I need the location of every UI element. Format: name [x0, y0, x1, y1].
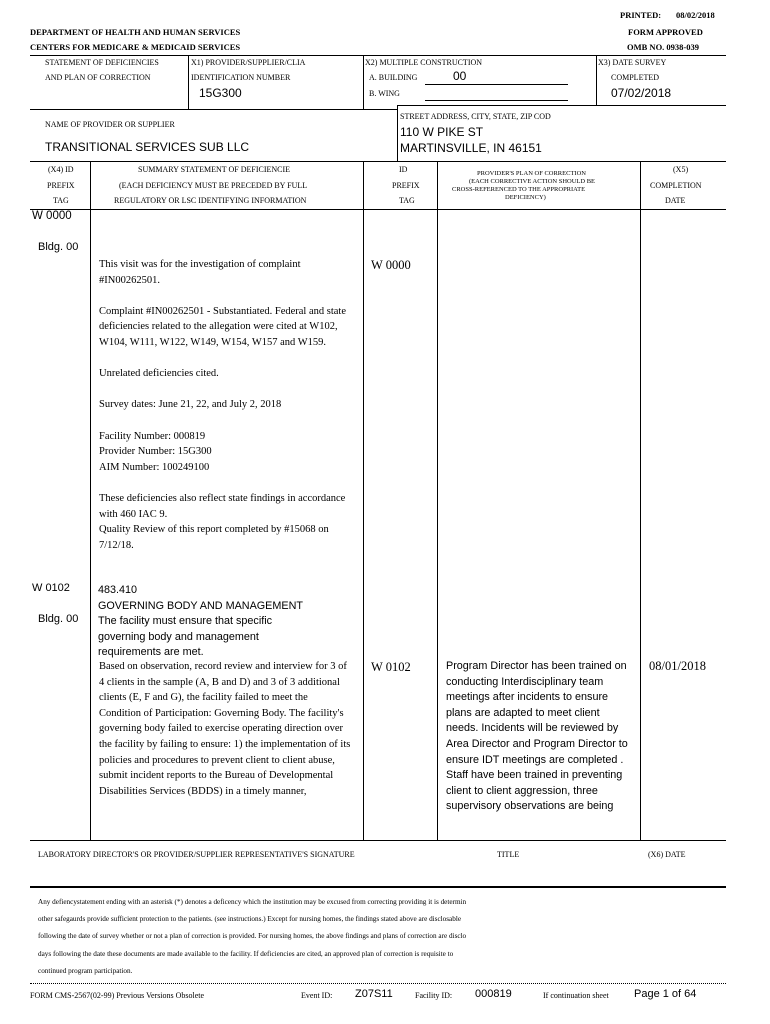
entry-bldg: Bldg. 00: [38, 613, 79, 625]
facility-id-label: Facility ID:: [415, 991, 453, 1000]
summary-paragraph: Unrelated deficiencies cited.: [99, 368, 219, 380]
event-id-label: Event ID:: [301, 991, 333, 1000]
provider-id: 15G300: [199, 86, 242, 100]
regulation-line: requirements are met.: [98, 646, 204, 659]
disclaimer-line: other safegaurds provide sufficient protection to the patients. (see instructions.) Except for nursing homes, the findings stated above are disclosable: [38, 915, 462, 924]
disclaimer-line: days following the date these documents are made available to the facility. If deficiencies are cited, an approved plan of correction is requisite to: [38, 949, 454, 958]
summary-paragraph: Survey dates: June 21, 22, and July 2, 2018: [99, 399, 282, 411]
disclaimer-line: continued program participation.: [38, 966, 133, 975]
x5-label: (X5): [673, 165, 689, 174]
facility-id: 000819: [475, 988, 512, 1000]
entry-tag: W 0000: [32, 210, 72, 222]
plan-of-correction: Program Director has been trained on conducting Interdisciplinary team meetings after incidents to ensure plans are adapted to meet client needs. Incidents will be reviewed by Area Director and Program Director to ensure IDT meetings are completed . Staff have been trained in preventing client to client aggression, three supervisory observations are being: [446, 660, 628, 813]
summary-label-3: REGULATORY OR LSC IDENTIFYING INFORMATION: [114, 196, 307, 205]
statement-label-2: AND PLAN OF CORRECTION: [45, 73, 151, 82]
disclaimer-line: following the date of survey whether or not a plan of correction is provided. For nursing homes, the above findings and plans of correction are disclo: [38, 932, 467, 941]
x6-date-label: (X6) DATE: [648, 850, 686, 859]
provider-name-label: NAME OF PROVIDER OR SUPPLIER: [45, 120, 175, 129]
signature-label: LABORATORY DIRECTOR'S OR PROVIDER/SUPPLIER REPRESENTATIVE'S SIGNATURE: [38, 850, 355, 859]
summary-paragraph: This visit was for the investigation of complaint #IN00262501.: [99, 259, 301, 286]
printed-label: PRINTED:: [620, 10, 662, 20]
finding-text: Based on observation, record review and interview for 3 of 4 clients in the sample (A, B and D) and 3 of 3 additional clients (E, F and G), the facility failed to meet the Condition of Participation: Governing Body. The facility's governing body failed to exercise operating direction over the facility by failing to ensure: 1) the implementation of its policies and procedures to prevent client to client abuse, submit incident reports to the Bureau of Developmental Disabilities Services (BDDS) in a timely manner,: [99, 661, 351, 797]
disclaimer-line: Any defiencystatement ending with an asterisk (*) denotes a deficency which the institution may be excused from correcting providing it is determin: [38, 898, 467, 906]
regulation-block: [98, 583, 358, 661]
completion-date: 08/01/2018: [649, 659, 706, 673]
address-label: STREET ADDRESS, CITY, STATE, ZIP COD: [400, 112, 551, 121]
form-number: FORM CMS-2567(02-99) Previous Versions Obsolete: [30, 991, 205, 1000]
tag-label-2: TAG: [399, 196, 415, 205]
regulation-line: governing body and management: [98, 630, 259, 643]
regulation-line: The facility must ensure that specific: [98, 615, 273, 628]
dept-title: DEPARTMENT OF HEALTH AND HUMAN SERVICES: [30, 27, 241, 37]
tag-label: TAG: [53, 196, 69, 205]
x1-label-2: IDENTIFICATION NUMBER: [191, 73, 291, 82]
wing-label: B. WING: [369, 89, 400, 98]
centers-title: CENTERS FOR MEDICARE & MEDICAID SERVICES: [30, 42, 241, 52]
survey-date: 07/02/2018: [611, 86, 672, 100]
x3-label-2: COMPLETED: [611, 73, 659, 82]
event-id: Z07S11: [355, 988, 393, 1000]
prefix-label: PREFIX: [47, 181, 75, 190]
entry-tag: W 0102: [32, 582, 70, 594]
plan-label-3: CROSS-REFERENCED TO THE APPROPRIATE: [452, 186, 586, 193]
plan-label-4: DEFICIENCY): [505, 194, 546, 201]
prefix-label-2: PREFIX: [392, 181, 420, 190]
address-line-2: MARTINSVILLE, IN 46151: [400, 141, 542, 155]
address-line-1: 110 W PIKE ST: [400, 125, 484, 139]
continuation-label: If continuation sheet: [543, 991, 609, 1000]
disclaimer: [38, 894, 466, 980]
title-label: TITLE: [497, 850, 520, 859]
entry-bldg: Bldg. 00: [38, 241, 79, 253]
building-value: 00: [453, 69, 467, 83]
form-approved: FORM APPROVED: [628, 27, 703, 37]
entry-id-tag: W 0000: [371, 258, 411, 272]
plan-label-1: PROVIDER'S PLAN OF CORRECTION: [477, 170, 586, 177]
entry-id-tag: W 0102: [371, 660, 411, 674]
building-label: A. BUILDING: [369, 73, 418, 82]
page-number: Page 1 of 64: [634, 988, 697, 1000]
summary-paragraph: These deficiencies also reflect state findings in accordance with 460 IAC 9. Quality Review of this report completed by #15068 on 7/12/18.: [99, 492, 346, 551]
summary-label-2: (EACH DEFICIENCY MUST BE PRECEDED BY FULL: [119, 181, 308, 190]
summary-paragraph: Facility Number: 000819 Provider Number: 15G300 AIM Number: 100249100: [99, 430, 212, 473]
plan-label-2: (EACH CORRECTIVE ACTION SHOULD BE: [469, 178, 596, 185]
entry-summary: [99, 257, 357, 569]
completion-label: COMPLETION: [650, 181, 702, 190]
summary-label-1: SUMMARY STATEMENT OF DEFICIENCIE: [138, 165, 291, 174]
regulation-line: GOVERNING BODY AND MANAGEMENT: [98, 599, 303, 612]
omb-number: OMB NO. 0938-039: [627, 42, 700, 52]
x4-id-label: (X4) ID: [48, 165, 74, 174]
id-label: ID: [399, 165, 408, 174]
summary-paragraph: Complaint #IN00262501 - Substantiated. Federal and state deficiencies related to the allegation were cited at W102, W104, W111, W122, W149, W154, W157 and W159.: [99, 305, 346, 348]
x3-label-1: X3) DATE SURVEY: [598, 58, 667, 67]
printed-date: 08/02/2018: [676, 10, 715, 20]
x2-label: X2) MULTIPLE CONSTRUCTION: [365, 58, 483, 67]
statement-label-1: STATEMENT OF DEFICIENCIES: [45, 58, 159, 67]
provider-name: TRANSITIONAL SERVICES SUB LLC: [45, 140, 250, 154]
regulation-line: 483.410: [98, 584, 138, 596]
date-label: DATE: [665, 196, 686, 205]
x1-label-1: X1) PROVIDER/SUPPLIER/CLIA: [191, 58, 306, 67]
